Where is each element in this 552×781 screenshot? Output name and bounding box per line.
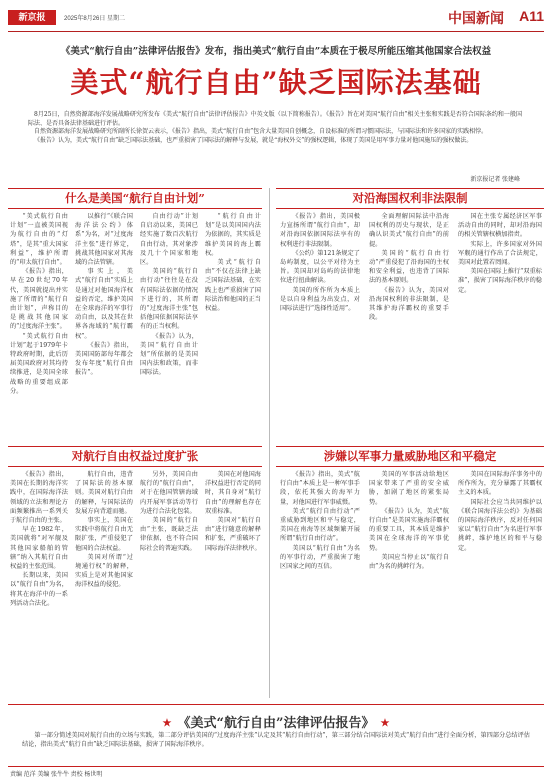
article-column <box>458 212 542 438</box>
section-heading-text: 对航行自由权益过度扩张 <box>66 449 205 463</box>
paragraph: 全面理解国际法中沿海国权利的历史与现状，是正确认识美式“航行自由”的前提。 <box>369 213 449 248</box>
article-column <box>205 470 261 696</box>
paragraph: 《报告》指出，美国在长期的海洋实践中，在国际海洋法领域的立法和理论方面频繁推出一系列关于航行自由的主张。 <box>10 471 68 525</box>
paragraph: 《公约》第121条规定了岛屿制度，以公平对待为主旨。美国却对岛屿的法律地位进行扭曲解读。 <box>280 249 360 285</box>
article-column <box>75 470 133 696</box>
section-heading-text: 对沿海国权利非法限制 <box>347 191 474 205</box>
paragraph: 早在1982年，美国就将“对军舰及其他国家船舶的管辖”纳入其航行自由权益的主张范围。 <box>10 526 68 571</box>
article-column <box>280 212 360 438</box>
paragraph: 《报告》指出，美式“航行自由”本质上是一种军事手段，依托其强大的海军力量，对他国进行军事威慑。 <box>280 471 360 506</box>
article-column <box>369 470 449 696</box>
article-column <box>140 470 198 696</box>
lead-paragraph: 《报告》认为，美式“航行自由”缺乏国际法基础，也严重损害了国际法的解释与发展，就是“海权外交”的强权逻辑，体现了美国是用军事力量对他国施压的强权做法。 <box>34 136 473 144</box>
newspaper-logo: 新京报 <box>8 10 56 25</box>
paragraph: 《报告》认为，美式“航行自由”是美国实施海洋霸权的重要工具，其本质是维护美国在全球海洋的军事优势。 <box>369 507 449 552</box>
article-column <box>458 470 542 696</box>
paragraph: “美式航行自由计划”起于1979年卡特政府时期，此后历届美国政府对其均持续推进，是美国全球战略的重要组成部分。 <box>10 332 68 395</box>
article-column <box>280 470 360 696</box>
kicker: 《美式“航行自由”法律评估报告》发布，指出美式“航行自由”本质在于极尽所能压缩其他国家合法权益 <box>60 46 492 57</box>
footer-credits: 责编 范洋 美编 张牛牛 责校 杨世明 <box>10 772 103 778</box>
series-title <box>10 712 542 731</box>
headline: 美式“航行自由”缺乏国际法基础 <box>70 66 482 99</box>
paragraph: 国际社会应当共同维护以《联合国海洋法公约》为基础的国际海洋秩序，反对任何国家以“航行自由”为名进行军事挑衅，维护地区的和平与稳定。 <box>458 498 542 552</box>
section-heading-1 <box>8 188 262 209</box>
paragraph: 美式“航行自由”不仅在法律上缺乏国际法基础，在实践上也严重损害了国际法治和他国的正当权益。 <box>205 259 261 313</box>
paragraph: 美国在国际上推行“双重标准”，损害了国际海洋秩序的稳定。 <box>458 268 542 294</box>
paragraph: 国在主张专属经济区军事活动自由的同时，却对沿海国的相关管辖权横加指责。 <box>458 213 542 239</box>
star-icon: ★ <box>380 718 390 729</box>
article-column <box>10 470 68 696</box>
paragraph: “航行自由计划”是以美国国内法为依据的，其实质是维护美国的海上霸权。 <box>205 213 261 257</box>
byline: 新京报记者 张建峰 <box>470 177 520 183</box>
paragraph: 航行自由，违背了国际法的基本原则。美国对航行自由的解释，与国际法的发展方向背道而驰。 <box>75 471 133 515</box>
section-name: 中国新闻 <box>448 10 504 26</box>
series-note <box>22 731 530 749</box>
paragraph: 《报告》认为，美国“航行自由计划”所依据的是美国国内法和政策，而非国际法。 <box>140 332 198 377</box>
page-header <box>8 8 544 30</box>
paragraph: 事实上，美国在实践中将航行自由无限扩张，严重侵犯了他国的合法权益。 <box>75 517 133 552</box>
article-column <box>140 212 198 438</box>
paragraph: 长期以来，美国以“航行自由”为名，将其在海洋中的一系列活动合法化。 <box>10 572 68 607</box>
article-column <box>369 212 449 438</box>
series-note-text: 第一部分简述美国对航行自由的立场与实践，第二部分评估美国的“过度海洋主张”认定及其“航行自由行动”，第三部分结合国际法对美式“航行自由”进行全面分析，第四部分总结评估结论，指出美式“航行自由”缺乏国际法基础，损害了国际海洋秩序。 <box>22 732 530 748</box>
paragraph: 事实上，美式“航行自由”实质上是通过对他国海洋权益的否定，维护美国在全球海洋的军事行动自由，以及其在世界各海域的“航行霸权”。 <box>75 268 133 340</box>
lead-paragraph: 8月25日，自然资源部海洋发展战略研究所发布《美式“航行自由”法律评估报告》中英文版（以下简称报告）。《报告》旨在对美国“航行自由”相关主张和实践是否符合国际条约和一般国际法、是否具备法律基础进行评估。 <box>28 111 522 127</box>
paragraph: 美国对所谓“过境通行权”的解释，实质上是对其他国家海洋权益的侵犯。 <box>75 553 133 589</box>
paragraph: 实际上，许多国家对外国军舰的通行作出了合法规定，美国对此置若罔闻。 <box>458 240 542 267</box>
paragraph: 美式“航行自由行动”严重威胁到地区和平与稳定，美国在南海等区域频繁开展所谓“航行自由行动”。 <box>280 507 360 543</box>
paragraph: 美国在对他国海洋权益进行否定的同时，其自身对“航行自由”的理解也存在双重标准。 <box>205 471 261 515</box>
paragraph: 美国的“航行自由行动”严重侵犯了沿海国的主权和安全利益，也违背了国际法的基本原则。 <box>369 249 449 285</box>
paragraph: 美国对“航行自由”进行随意的解释和扩张，严重破坏了国际海洋法律秩序。 <box>205 517 261 552</box>
article-column <box>75 212 133 438</box>
paragraph: 《报告》认为，美国对沿海国权利的非法限制，是其维护海洋霸权的重要手段。 <box>369 286 449 322</box>
section-heading-text: 涉嫌以军事力量威胁地区和平稳定 <box>318 449 503 463</box>
paragraph: 美国在国际海洋事务中的所作所为，充分暴露了其霸权主义的本质。 <box>458 471 542 497</box>
paragraph: “美式航行自由计划”一直被美国视为航行自由的“灯塔”，是其“重大国家利益”，维护所谓的“印太航行自由”。 <box>10 213 68 267</box>
header-rule <box>8 31 544 32</box>
paragraph: 美国的所作所为本质上是以自身利益为出发点，对国际法进行“选择性适用”。 <box>280 286 360 313</box>
paragraph: 美国以“航行自由”为名的军事行动，严重损害了地区国家之间的互信。 <box>280 544 360 571</box>
section-heading-text: 什么是美国“航行自由计划” <box>59 191 211 205</box>
column-divider <box>269 188 270 698</box>
paragraph: 美国的“航行自由”主张，既缺乏法律依据，也不符合国际社会的普遍实践。 <box>140 517 198 552</box>
section-heading-4 <box>276 446 544 467</box>
series-title-text: 《美式“航行自由”法律评估报告》 <box>177 716 375 731</box>
paragraph: 另外，美国自由航行的“航行自由”，对于在他国管辖海域内开展军事活动等行为进行合法化包装。 <box>140 471 198 515</box>
section-heading-2 <box>276 188 544 209</box>
star-icon: ★ <box>162 718 172 729</box>
paragraph: 《报告》指出，美国国防部每年都会发布年度“航行自由报告”。 <box>75 341 133 377</box>
lead-paragraphs <box>28 111 522 145</box>
series-rule <box>8 704 544 705</box>
lead-paragraph: 自然资源部海洋发展战略研究所副所长徐贺云表示，《报告》指出，美式“航行自由”包含大量美国自创概念，自设标准的所谓习惯国际法，与国际法和许多国家的实践相悖。 <box>34 128 488 136</box>
paragraph: 以推行“《联合国海洋法公约》体系”为名，对“过度海洋主张”进行界定，挑战其他国家对其海域的合法管辖。 <box>75 213 133 267</box>
issue-date: 2025年8月26日 星期二 <box>64 16 126 22</box>
page-number: A11 <box>519 8 544 24</box>
article-column <box>10 212 68 438</box>
article-column <box>205 212 261 438</box>
paragraph: 自由行动”计划自启动以来，美国已经实施了数百次航行自由行动，其对象涉及几十个国家和地区。 <box>140 213 198 267</box>
paragraph: 美国应当停止以“航行自由”为名的挑衅行为。 <box>369 553 449 571</box>
section-heading-3 <box>8 446 262 467</box>
footer-rule <box>8 766 544 767</box>
paragraph: 美国的军事活动给地区国家带来了严重的安全威胁，加剧了地区的紧张局势。 <box>369 471 449 506</box>
paragraph: 《报告》指出，早在20世纪70年代，美国就提出并实施了所谓的“航行自由计划”，声称目的是挑战其他国家的“过度海洋主张”。 <box>10 268 68 331</box>
paragraph: 美国的“航行自由行动”往往是在没有国际法依据的情况下进行的，其所谓的“过度海洋主张”包括他国依据国际法享有的正当权利。 <box>140 268 198 331</box>
paragraph: 《报告》指出，美国极力宣扬所谓“航行自由”，却对沿海国依据国际法享有的权利进行非法限制。 <box>280 213 360 248</box>
